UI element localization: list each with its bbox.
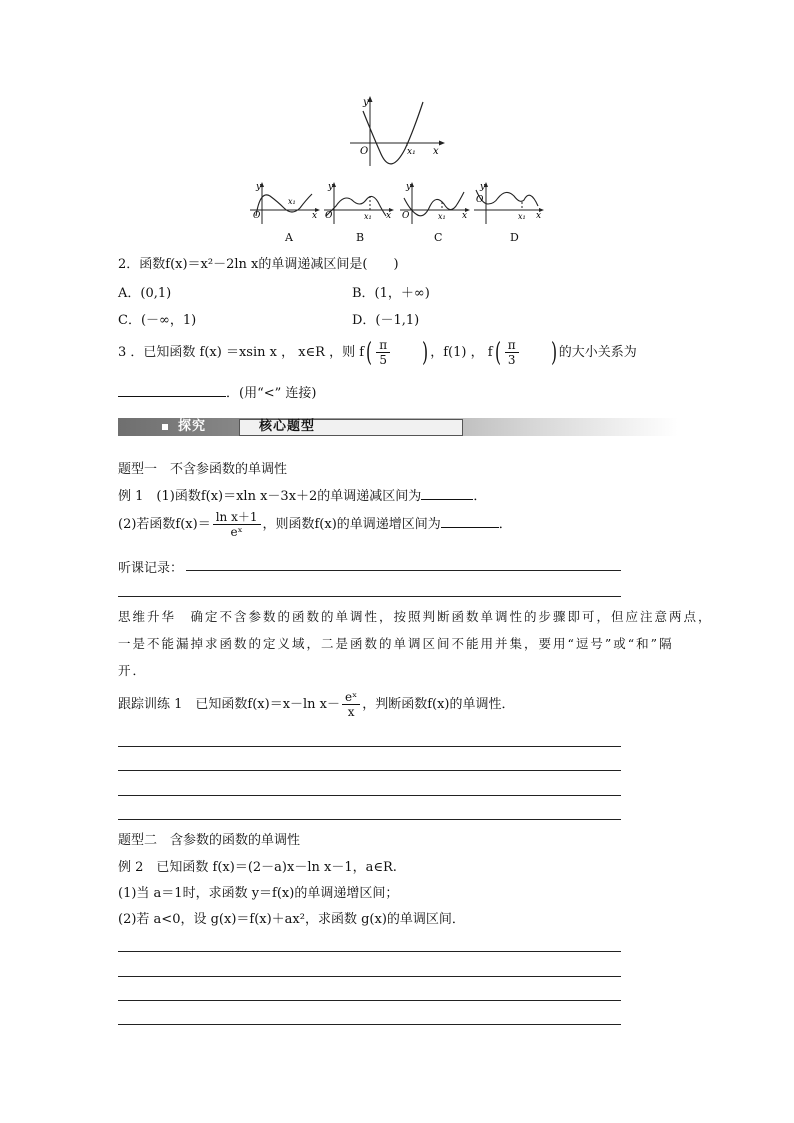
- banner-right-label: 核心题型: [259, 419, 316, 434]
- tracking-exercise-fraction-num: eˣ: [342, 690, 360, 705]
- example2-part1: (1)当 a＝1时，求函数 y＝f(x)的单调递增区间；: [118, 886, 399, 901]
- answer-line-1[interactable]: [118, 746, 621, 747]
- q3-frac-pi-3: [505, 338, 519, 367]
- answer-line-2[interactable]: [118, 770, 621, 771]
- tracking-exercise-fraction-den: x: [347, 705, 355, 719]
- option-graph-a-origin-label: O: [253, 211, 261, 221]
- answer-line-4[interactable]: [118, 819, 621, 820]
- option-graph-d-origin-label: O: [476, 195, 484, 205]
- banner-left-label: 探究: [178, 419, 207, 434]
- q2-option-a: A．(0,1): [118, 286, 172, 301]
- notes-line-1[interactable]: [186, 570, 621, 571]
- option-graph-b-x-label: x: [386, 211, 392, 221]
- q2-option-c: C．(－∞，1): [118, 313, 197, 328]
- option-label-b: B: [356, 231, 365, 244]
- option-label-d: D: [510, 231, 519, 244]
- option-graph-d-x-label: x: [536, 211, 542, 221]
- notes-label: 听课记录：: [118, 561, 184, 576]
- example1-part1-blank[interactable]: [421, 487, 473, 500]
- answer-line-6[interactable]: [118, 976, 621, 977]
- answer-line-3[interactable]: [118, 795, 621, 796]
- option-graph-a-y-label: y: [256, 182, 262, 192]
- q2-option-d: D．(－1,1): [352, 313, 420, 328]
- answer-line-8[interactable]: [118, 1024, 621, 1025]
- option-label-a: A: [285, 231, 293, 244]
- tracking-exercise-post: ，判断函数f(x)的单调性．: [362, 697, 515, 712]
- answer-line-7[interactable]: [118, 1000, 621, 1001]
- option-graph-b: [322, 180, 398, 226]
- option-graph-a-x-label: x: [312, 211, 318, 221]
- option-graph-a-x1-label: x₁: [288, 197, 296, 206]
- q3-stem: [118, 338, 637, 367]
- summary-line-2: 一是不能漏掉求函数的定义域，二是函数的单调区间不能用并集，要用“逗号”或“和”隔: [118, 636, 674, 651]
- q3-frac-pi-5-num: π: [379, 338, 388, 352]
- example2-stem: 例 2 已知函数 f(x)＝(2－a)x－ln x－1，a∈R.: [118, 860, 397, 875]
- answer-line-5[interactable]: [118, 951, 621, 952]
- example1-fraction-num: ln x＋1: [213, 510, 261, 525]
- q3-close-paren-1: ): [422, 337, 429, 368]
- q2-option-b: B．(1，＋∞): [352, 286, 430, 301]
- option-graph-c-origin-label: O: [402, 211, 410, 221]
- example1-part2-blank[interactable]: [441, 515, 499, 528]
- example1-part2: [118, 510, 512, 539]
- option-graph-c-x1-label: x₁: [438, 212, 446, 221]
- q3-frac-pi-5-den: 5: [376, 352, 390, 367]
- section-banner: [118, 418, 678, 436]
- example1-part1: [118, 485, 486, 504]
- q3-open-paren-1: (: [366, 337, 373, 368]
- main-graph: [345, 94, 450, 174]
- example1-part2-pre: (2)若函数f(x)＝: [118, 517, 211, 532]
- main-graph-x1-label: x₁: [407, 147, 416, 157]
- option-graph-d-y-label: y: [480, 182, 486, 192]
- example1-fraction: [213, 510, 261, 539]
- tracking-exercise-pre: 跟踪训练 1 已知函数f(x)＝x－ln x－: [118, 697, 341, 712]
- q3-open-paren-2: (: [494, 337, 501, 368]
- main-graph-x-label: x: [433, 146, 439, 157]
- example2-part2: (2)若 a<0，设 g(x)＝f(x)＋ax²，求函数 g(x)的单调区间．: [118, 912, 465, 927]
- main-graph-origin-label: O: [360, 146, 369, 157]
- tracking-exercise-1: [118, 690, 515, 719]
- q3-answer-line: [118, 382, 316, 401]
- banner-bullet-icon: [162, 424, 168, 430]
- q3-part1: 3 ．已知函数 f(x) ＝xsin x ， x∈R ，则 f: [118, 345, 365, 360]
- example1-part2-end: ．: [498, 517, 512, 532]
- q3-frac-pi-5: [376, 338, 390, 367]
- q2-stem: 2．函数f(x)＝x²－2ln x的单调递减区间是( ): [118, 257, 399, 272]
- type2-title: 题型二 含参数的函数的单调性: [118, 833, 301, 848]
- option-graph-a: [248, 180, 324, 226]
- option-graph-d-x1-label: x₁: [518, 212, 526, 221]
- option-graph-b-x1-label: x₁: [364, 212, 372, 221]
- option-graph-d: [472, 180, 548, 226]
- q3-frac-pi-3-num: π: [507, 338, 516, 352]
- example1-part1-end: ．: [473, 489, 487, 504]
- summary-line-1: 思维升华 确定不含参数的函数的单调性，按照判断函数单调性的步骤即可，但应注意两点，: [118, 609, 713, 624]
- type1-title: 题型一 不含参函数的单调性: [118, 462, 288, 477]
- example1-part2-post: ，则函数f(x)的单调递增区间为: [262, 517, 441, 532]
- notes-line-2[interactable]: [118, 596, 621, 597]
- example1-part1-text: 例 1 (1)函数f(x)＝xln x－3x＋2的单调递减区间为: [118, 489, 422, 504]
- q3-answer-blank[interactable]: [118, 382, 226, 397]
- q3-frac-pi-3-den: 3: [505, 352, 519, 367]
- option-graph-c-y-label: y: [406, 182, 412, 192]
- main-graph-y-label: y: [363, 97, 369, 108]
- summary-line-3: 开．: [118, 663, 148, 678]
- option-graph-c-x-label: x: [462, 211, 468, 221]
- option-graph-b-y-label: y: [328, 182, 334, 192]
- q3-part4: ．(用“<” 连接): [226, 386, 317, 401]
- option-graph-c: [398, 180, 474, 226]
- option-graph-b-origin-label: O: [325, 211, 333, 221]
- q3-part3: 的大小关系为: [558, 345, 637, 360]
- q3-close-paren-2: ): [550, 337, 557, 368]
- example1-fraction-den: eˣ: [230, 525, 243, 539]
- option-label-c: C: [434, 231, 443, 244]
- tracking-exercise-fraction: [342, 690, 360, 719]
- q3-part2: ，f(1) ， f: [430, 345, 493, 360]
